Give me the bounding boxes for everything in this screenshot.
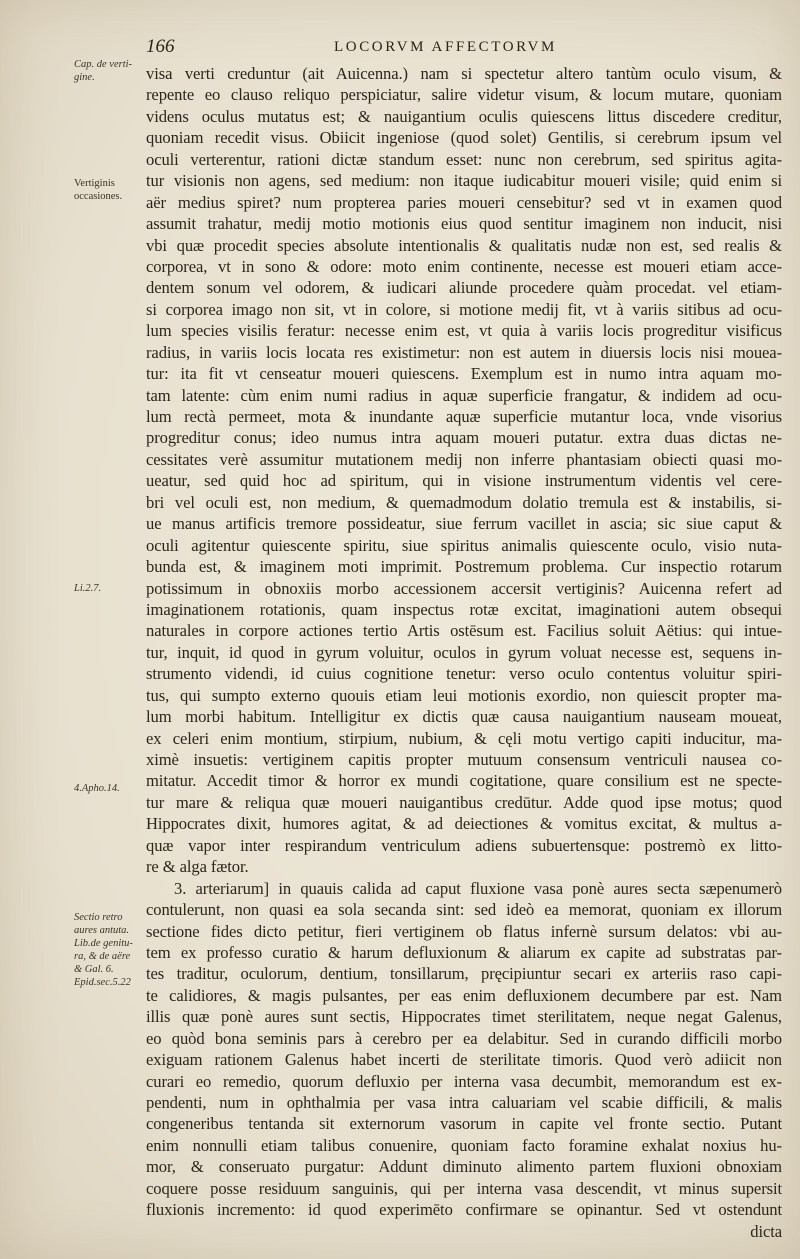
text-line: mor, & conseruato purgatur: Addunt diminuto alimento partem fluxioni obnoxiam (146, 1157, 782, 1177)
text-line: tes traditur, oculorum, dentium, tonsillarum, pręcipiuntur secari ex arteriis raso capi- (146, 964, 782, 984)
text-line: repente eo clauso reliquo perspiciatur, salire videtur visum, & locum mutare, quoniam (146, 85, 782, 105)
text-line: naturales in corpore actiones tertio Artis ostēsum est. Facilius soluit Aëtius: qui intue- (146, 621, 782, 641)
text-line: contulerunt, non quasi ea sola secanda sint: sed ideò ea memorat, quoniam ex illorum (146, 900, 782, 920)
text-line: tur, inquit, id quod in gyrum voluitur, oculos in gyrum voluat necesse est, sequens in- (146, 642, 782, 662)
text-line: oculi verterentur, rationi dictæ standum esset: nunc non cerebrum, sed spiritus agita- (146, 149, 782, 169)
text-line: imaginationem rotationis, quam inspectus rotæ excitat, imaginationi autem obsequi (146, 599, 782, 619)
text-line: congeneribus tentanda sit externorum vasorum in capite vel fronte sectio. Putant (146, 1114, 782, 1134)
text-line: visa verti creduntur (ait Auicenna.) nam si spectetur altero tantùm oculo visum, & (146, 64, 782, 83)
text-line: cessitates verè assumitur mutationem medij non inferre phantasiam obiecti quasi mo- (146, 449, 782, 469)
text-line: strumento videndi, id cuius cognitione tenetur: verso oculo contentus voluitur spiri- (146, 664, 782, 684)
text-line: bunda est, & imaginem moti imprimit. Postremum problema. Cur inspectio rotarum (146, 557, 782, 577)
text-line: coquere posse residuum sanguinis, qui per interna vasa descendit, vt minus supersit (146, 1178, 782, 1198)
text-line: tem ex professo curatio & harum defluxionum & aliarum ex capite ad substratas par- (146, 942, 782, 962)
text-line: tur: ita fit vt censeatur moueri quiescens. Exemplum est in numo intra aquam mo- (146, 364, 782, 384)
text-line: enim nonnulli etiam talibus conuenire, quoniam facto foramine exhalat noxius hu- (146, 1135, 782, 1155)
text-line: re & alga fætor. (146, 857, 249, 877)
text-line: ex celeri enim montium, stirpium, nubium, & cęli motu vertigo capiti inducitur, ma- (146, 728, 782, 748)
text-line: videns oculus mutatus est; & nauigantium oculis quiescens littus discedere creditur, (146, 106, 782, 126)
text-line: dentem sonum vel odorem, & iudicari aliunde procedere quàm procedat. vel etiam- (146, 278, 782, 298)
text-line: radius, in variis locis locata res existimetur: non est autem in diuersis locis nisi mouea- (146, 342, 782, 362)
text-line: vbi quæ procedit species absolute intentionalis & qualitatis nudæ non est, sed realis & (146, 235, 782, 255)
margin-note-4-apho-14: 4.Apho.14. (74, 783, 120, 794)
text-line: fluxionis incremento: id quod experimēto confirmare se opinantur. Sed vt ostendunt (146, 1200, 782, 1220)
text-line: 3. arteriarum] in quauis calida ad caput fluxione vasa ponè aures secta sæpenumerò (174, 878, 782, 898)
text-line: bri vel oculi est, non medium, & quemadmodum dolatio tremula est & instabilis, si- (146, 492, 782, 512)
text-line: tur visionis non agens, sed medium: non itaque iudicabitur moueri visile; quid enim si (146, 171, 782, 191)
margin-note-li-2-7: Li.2.7. (74, 583, 102, 594)
text-line: ximè insuetis: vertiginem capitis propter mutuum consensum ventriculi nausea co- (146, 750, 782, 769)
text-line: progreditur conus; ideo numus intra aquam moueri putatur. extra duas dictas ne- (146, 428, 782, 448)
text-line: potissimum in obnoxiis morbo accessionem accersit vertiginis? Auicenna refert ad (146, 578, 782, 598)
text-line: corporea, vt in sono & odore: moto enim continente, necesse est moueri etiam acce- (146, 256, 782, 276)
text-line: assumit trahatur, medij motio motionis eius quod sentitur imaginem non inducit, nisi (146, 214, 782, 234)
text-line: quæ vapor inter respirandum ventriculum adiens subuertensque: postremò ex litto- (146, 835, 782, 855)
text-line: aër medius spiret? num propterea paries moueri censebitur? sed vt in examen quod (146, 192, 782, 212)
text-line: te calidiores, & magis pulsantes, per eas enim defluxionem decumbere par est. Nam (146, 985, 782, 1005)
text-line: pendenti, num in ophthalmia per vasa intra caluariam vel scabie difficili, & malis (146, 1093, 782, 1112)
margin-note-vertiginis-occasiones: Vertiginis occasiones. (74, 178, 123, 202)
text-line: curari eo remedio, quorum defluxio per interna vasa decumbit, memorandum est ex- (146, 1071, 782, 1091)
text-line: exiguam rationem Galenus habet incerti de sterilitate timoris. Quod verò adiicit non (146, 1050, 782, 1070)
text-line: quoniam recedit visus. Obiicit ingeniose (quod solet) Gentilis, si cerebrum ipsum vel (146, 128, 782, 148)
text-line: lum species visilis feratur: necesse enim est, vt quia à variis locis progreditur visificus (146, 321, 782, 341)
text-line: tur mare & reliqua quæ moueri nauigantibus credūtur. Adde quod ipse motus; quod (146, 792, 782, 812)
text-line: illis quæ ponè aures sunt sectis, Hippocrates timet sterilitatem, neque negat Galenus, (146, 1007, 782, 1027)
text-line: si corporea imago non sit, vt in colore, si motione medij fit, vt à variis sitibus ad ocu- (146, 299, 782, 319)
text-line: ue manus artificis tremore possideatur, siue ferrum vacillet in ascia; sic siue caput & (146, 514, 782, 534)
text-line: oculi agitentur quiescente spiritu, siue spiritus animalis quiescente oculo, visio nuta- (146, 535, 782, 555)
text-line: Hippocrates dixit, humores agitat, & ad deiectiones & vomitus excitat, & multus a- (146, 814, 782, 834)
text-line: sectione fides dicto petitur, fieri vertiginem ob flatus infernè sursum delatos: vbi au- (146, 921, 782, 941)
margin-note-cap-de-vertigine: Cap. de verti- gine. (74, 59, 133, 83)
text-line: lum morbi habitum. Intelligitur ex dictis quæ causa nauigantium nauseam moueat, (146, 707, 782, 727)
text-line: eo quòd bona seminis pars à cerebro per ea delabitur. Sed in curando difficili morbo (146, 1028, 782, 1048)
text-line: tus, qui sumpto externo quouis etiam leui motionis exordio, non quiescit propter ma- (146, 685, 782, 705)
catchword: dicta (750, 1221, 782, 1241)
page-number: 166 (146, 36, 175, 57)
text-line: tam latente: cùm enim numi radius in aquæ superficie frangatur, & indidem ad ocu- (146, 385, 782, 405)
text-line: lum rectà permeet, mota & inundante aquæ superficie mutantur loca, vnde visorius (146, 407, 782, 426)
margin-note-sectio-retro: Sectio retro aures antuta. Lib.de genitu- ra, & de aëre & Gal. 6. Epid.sec.5.22 (74, 912, 133, 988)
main-text-block (146, 63, 782, 1242)
text-line: ueatur, sed quid hoc ad spiritum, qui in visione instrumentum videntis vel cere- (146, 471, 782, 491)
text-line: mitatur. Accedit timor & horror ex mundi cogitatione, quare consilium est ne specte- (146, 771, 782, 791)
running-head: LOCORVM AFFECTORVM (334, 39, 557, 55)
